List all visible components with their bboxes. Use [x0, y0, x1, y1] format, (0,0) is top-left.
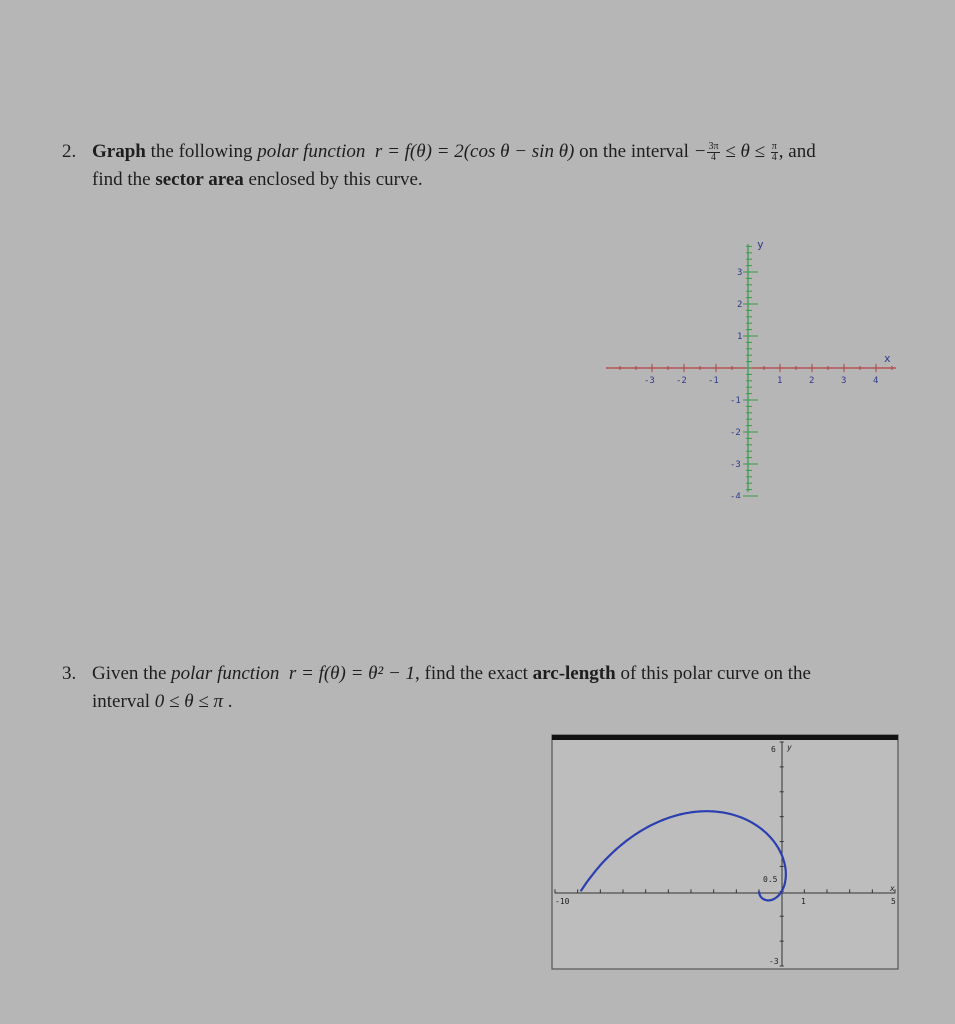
problem-2-text — [92, 138, 882, 194]
interval-inequality: ≤ θ ≤ — [720, 141, 770, 162]
y-tick-label: -3 — [730, 460, 741, 470]
x-axis-label: x — [890, 884, 895, 893]
fraction-3pi-over-4 — [707, 142, 719, 163]
x-min-label: -10 — [555, 897, 570, 906]
text-segment: find the — [92, 169, 156, 190]
y-min-label: -3 — [769, 957, 779, 966]
italic-polar-function: polar function — [171, 663, 280, 684]
text-segment: of this polar curve on the — [615, 663, 811, 684]
y-axis-label: y — [757, 238, 764, 251]
text-segment: . — [223, 691, 233, 712]
y-tick-label: -2 — [730, 428, 741, 438]
y-tick-label: 3 — [737, 268, 743, 278]
text-segment: interval — [92, 691, 155, 712]
graph-2-plot — [551, 734, 899, 970]
problem-3 — [62, 660, 882, 716]
formula: r = f(θ) = 2(cos θ − sin θ) — [374, 141, 575, 162]
text-segment: , and — [778, 141, 816, 162]
y-tick-label: 2 — [737, 300, 743, 310]
text-segment: enclosed by this curve. — [243, 169, 423, 190]
interval-minus: − — [693, 141, 707, 162]
x-tick-label: -3 — [644, 376, 655, 386]
x-tick-label: -2 — [676, 376, 687, 386]
problem-3-text — [92, 660, 882, 716]
text-segment: the following — [145, 141, 258, 162]
text-segment: on the interval — [574, 141, 694, 162]
x-mark-label: 1 — [801, 897, 806, 906]
fraction-denominator: 4 — [710, 152, 716, 164]
y-tick-label: 1 — [737, 332, 743, 342]
plot-frame — [552, 735, 898, 969]
bold-arc-length: arc-length — [532, 663, 616, 684]
y-tick-label: -1 — [730, 396, 741, 406]
problem-2-number: 2. — [62, 141, 77, 162]
text-segment: , find the exact — [415, 663, 533, 684]
x-tick-label: 2 — [809, 376, 815, 386]
interval: 0 ≤ θ ≤ π — [154, 691, 223, 712]
y-tick-label: -4 — [730, 492, 741, 498]
fraction-numerator: 3π — [708, 141, 719, 153]
x-axis-label: x — [884, 352, 891, 365]
problem-2 — [62, 138, 882, 194]
x-tick-label: 3 — [841, 376, 847, 386]
formula: r = f(θ) = θ² − 1 — [288, 663, 416, 684]
bold-graph: Graph — [92, 141, 146, 162]
x-tick-label: 4 — [873, 376, 879, 386]
fraction-numerator: π — [771, 141, 777, 153]
bold-sector-area: sector area — [155, 169, 244, 190]
x-max-label: 5 — [891, 897, 896, 906]
problem-3-number: 3. — [62, 663, 77, 684]
fraction-pi-over-4 — [771, 142, 778, 163]
plot-top-bar — [552, 735, 898, 740]
italic-polar-function: polar function — [257, 141, 366, 162]
y-axis-label: y — [787, 743, 792, 752]
graph-1-axes — [600, 238, 900, 498]
y-max-label: 6 — [771, 745, 776, 754]
x-tick-label: -1 — [708, 376, 719, 386]
fraction-denominator: 4 — [771, 152, 777, 164]
y-mark-label: 0.5 — [763, 875, 778, 884]
x-ticks — [620, 364, 892, 386]
y-ticks — [730, 246, 758, 498]
x-tick-label: 1 — [777, 376, 783, 386]
text-segment: Given the — [92, 663, 172, 684]
